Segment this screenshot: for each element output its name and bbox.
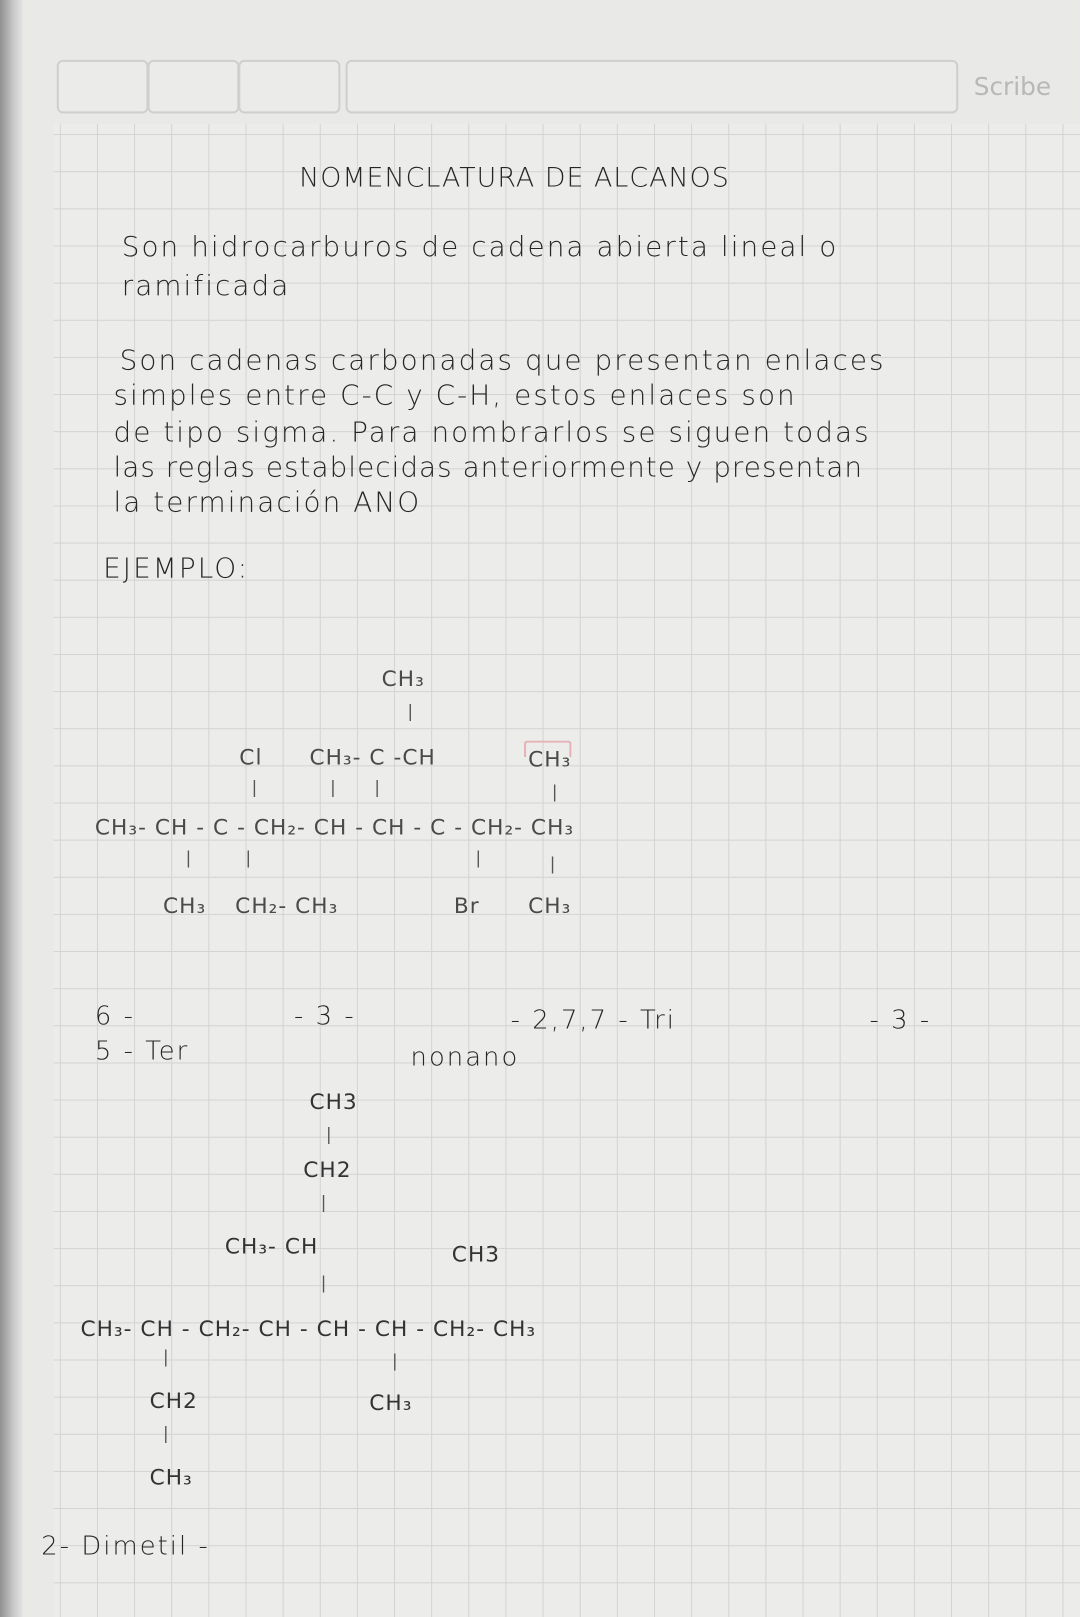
page-title: NOMENCLATURA DE ALCANOS [299,162,730,194]
bond: | [551,781,558,802]
formula-group: CH₂- CH₃ [235,893,339,919]
bond: | [185,847,192,868]
formula-group: CH₃ [149,1464,193,1490]
formula-group: CH2 [303,1157,352,1183]
bond: | [330,777,336,798]
name-part: - 3 - [869,1004,932,1035]
formula-group: CH₃- CH [224,1233,319,1259]
notebook-header [57,54,1078,118]
bond: | [391,1351,398,1371]
bond: | [320,1192,327,1213]
text-line: Son hidrocarburos de cadena abierta lineal o [121,231,839,264]
footer-text: 2- Dimetil - [41,1530,210,1561]
formula-main-chain: CH₃- CH - CH₂- CH - CH - CH - CH₂- CH₃ [80,1316,537,1341]
page-edge [0,0,23,1617]
text-line: Son cadenas carbonadas que presentan enlaces [119,344,886,377]
text-line: de tipo sigma. Para nombrarlos se siguen todas [113,416,871,449]
bond: | [162,1347,169,1367]
bond: | [162,1423,169,1444]
bond: | [325,1124,332,1144]
formula-group: CH₃ [369,1390,413,1416]
formula-group: CH₃- C -CH [309,744,436,770]
header-box [148,60,240,114]
header-box [346,60,959,114]
formula-group: Cl [239,744,263,770]
bond: | [374,777,380,798]
text-line: ramificada [121,270,291,303]
formula-group: CH₃ [528,746,572,772]
name-part: - 3 - [293,1000,356,1031]
bond: | [407,701,414,722]
name-part: 6 - [94,1000,135,1031]
bond: | [320,1272,327,1293]
name-part: - 2,7,7 - Tri [510,1004,676,1035]
formula-group: CH3 [451,1241,501,1267]
formula-main-chain: CH₃- CH - C - CH₂- CH - CH - C - CH₂- CH₃ [94,814,575,840]
formula-group: CH₃ [528,893,572,919]
bond: | [251,777,258,798]
formula-group: CH2 [149,1388,198,1414]
text-line: las reglas establecidas anteriormente y presentan [113,451,864,484]
bond: | [549,854,556,874]
brand-logo: Scribe [973,72,1052,102]
formula-group: CH₃ [162,893,207,919]
formula-group: CH₃ [381,666,425,692]
example-label: EJEMPLO: [103,552,250,585]
header-box [238,60,340,114]
text-line: la terminación ANO [113,486,422,519]
text-line: simples entre C-C y C-H, estos enlaces son [113,379,797,412]
name-part: nonano [410,1041,520,1072]
header-box [57,60,149,114]
bond: | [475,847,482,868]
formula-group: CH3 [309,1089,358,1115]
name-part: 5 - Ter [94,1035,190,1066]
formula-group: Br [453,893,480,919]
bond: | [245,847,252,868]
